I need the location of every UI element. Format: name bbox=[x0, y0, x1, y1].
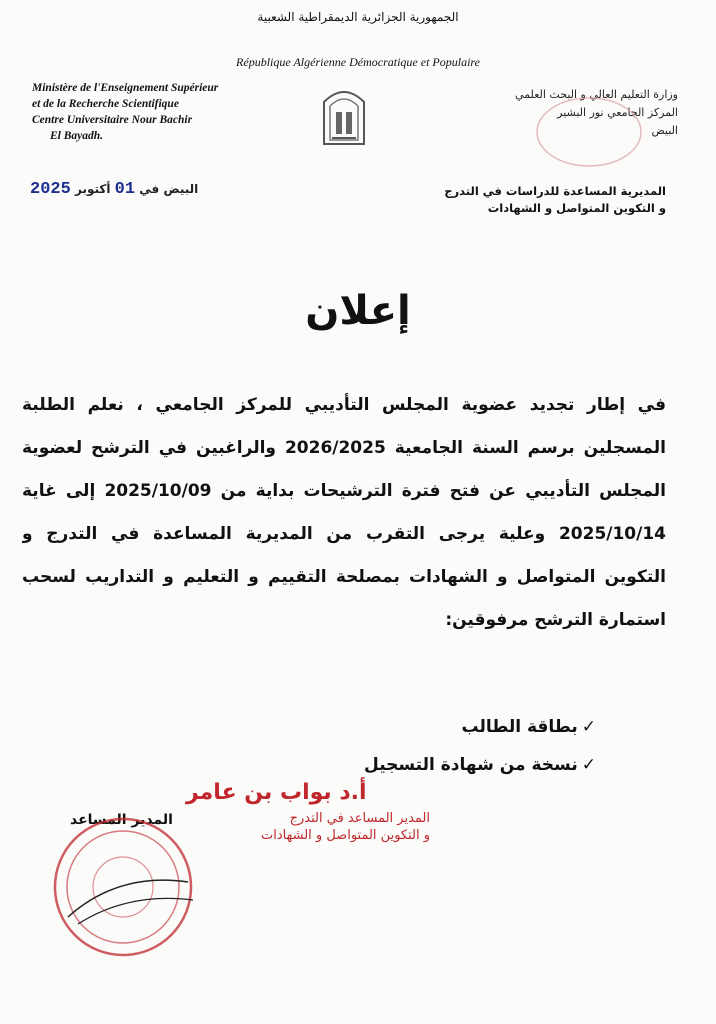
header-stamp-icon bbox=[534, 94, 644, 170]
date-prefix: البيض في bbox=[139, 182, 199, 196]
ministry-fr-line-4: El Bayadh. bbox=[50, 130, 104, 142]
body-line-6: استمارة الترشح مرفوقين: bbox=[445, 610, 666, 630]
official-stamp-icon bbox=[48, 812, 198, 962]
signature-title: المدير المساعد bbox=[70, 812, 173, 828]
attachment-list bbox=[364, 708, 596, 784]
ministry-ar-line-1: وزارة التعليم العالي و البحث العلمي bbox=[515, 88, 678, 101]
body-line-2: المسجلين برسم السنة الجامعية 2026/2025 والراغبين في الترشح لعضوية bbox=[22, 438, 666, 458]
attachment-item-2 bbox=[364, 746, 596, 784]
attachment-label-1: بطاقة الطالب bbox=[461, 717, 578, 737]
ministry-ar-line-3: البيض bbox=[651, 124, 678, 137]
signatory-role-line-1: المدير المساعد في التدرج bbox=[289, 811, 430, 826]
directorate-block bbox=[444, 183, 666, 217]
directorate-line-2: و التكوين المتواصل و الشهادات bbox=[487, 201, 666, 215]
attachment-label-2: نسخة من شهادة التسجيل bbox=[364, 755, 578, 775]
announcement-title: إعلان bbox=[305, 288, 411, 334]
check-icon: ✓ bbox=[581, 755, 596, 775]
ministry-french-block bbox=[32, 80, 252, 144]
date-year: 2025 bbox=[30, 180, 71, 199]
ministry-fr-line-2: et de la Recherche Scientifique bbox=[32, 98, 179, 110]
university-logo-icon bbox=[318, 82, 370, 148]
document-date bbox=[30, 180, 198, 199]
body-line-4: 2025/10/14 وعلية يرجى التقرب من المديرية المساعدة في التدرج و bbox=[22, 524, 666, 544]
directorate-line-1: المديرية المساعدة للدراسات في التدرج bbox=[444, 184, 666, 198]
ministry-ar-line-2: المركز الجامعي نور البشير bbox=[557, 106, 678, 119]
ministry-fr-line-3: Centre Universitaire Nour Bachir bbox=[32, 114, 193, 126]
check-icon: ✓ bbox=[581, 717, 596, 737]
signatory-role-line-2: و التكوين المتواصل و الشهادات bbox=[261, 828, 430, 843]
ministry-fr-line-1: Ministère de l'Enseignement Supérieur bbox=[32, 82, 219, 94]
body-line-3: المجلس التأديبي عن فتح فترة الترشيحات بداية من 2025/10/09 إلى غاية bbox=[22, 481, 666, 501]
body-line-5: التكوين المتواصل و الشهادات بمصلحة التقييم و التعليم و التداريب لسحب bbox=[22, 567, 666, 587]
republic-arabic: الجمهورية الجزائرية الديمقراطية الشعبية bbox=[257, 10, 459, 24]
body-line-1: في إطار تجديد عضوية المجلس التأديبي للمركز الجامعي ، نعلم الطلبة bbox=[22, 395, 666, 415]
signatory-name: أ.د بواب بن عامر bbox=[186, 780, 367, 805]
announcement-body bbox=[22, 384, 666, 642]
date-day: 01 bbox=[114, 180, 136, 199]
date-month: أكتوبر bbox=[75, 182, 111, 196]
attachment-item-1 bbox=[364, 708, 596, 746]
signatory-role bbox=[170, 810, 430, 844]
republic-french: République Algérienne Démocratique et Populaire bbox=[236, 55, 480, 69]
